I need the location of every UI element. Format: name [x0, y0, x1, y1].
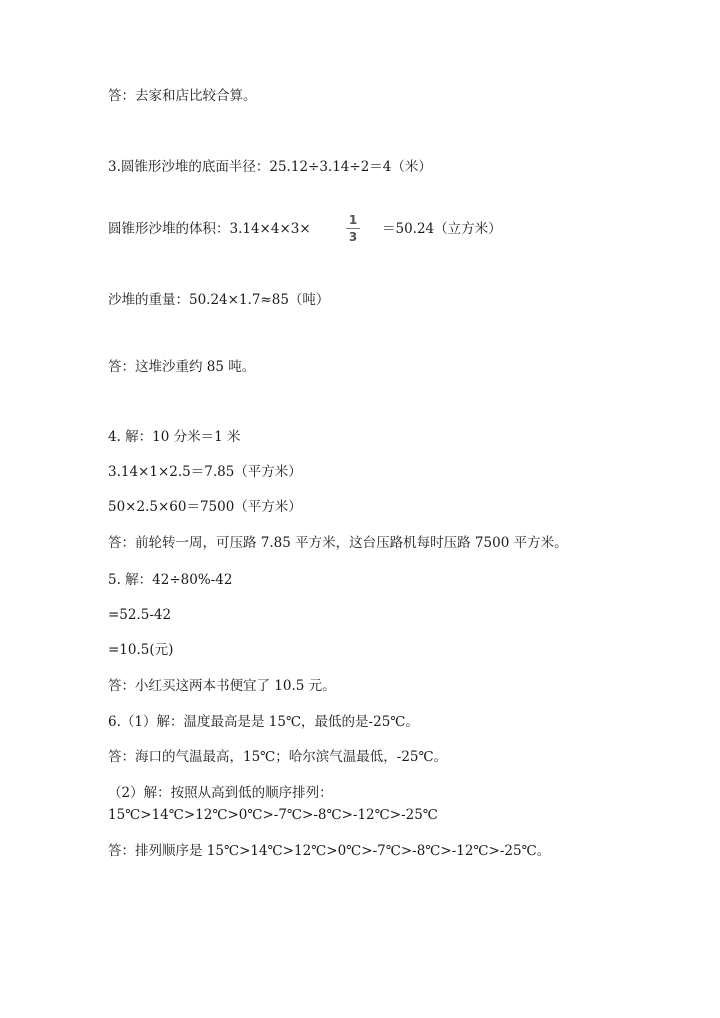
answer-line-1: 答：去家和店比较合算。: [108, 88, 257, 104]
q3-volume-result: ＝50.24（立方米）: [382, 221, 502, 237]
q6-part1-line: 6.（1）解：温度最高是是 15℃，最低的是-25℃。: [108, 714, 419, 730]
q5-result-line: =10.5(元): [108, 642, 174, 658]
q5-solution-line: 5. 解：42÷80%-42: [108, 572, 233, 588]
q3-answer-line: 答：这堆沙重约 85 吨。: [108, 359, 256, 375]
q6-part2-answer-line: 答：排列顺序是 15℃>14℃>12℃>0℃>-7℃>-8℃>-12℃>-25℃。: [108, 843, 551, 859]
q3-weight-line: 沙堆的重量：50.24×1.7≈85（吨）: [108, 292, 330, 308]
fraction-bar: [346, 228, 360, 229]
fraction-denominator: 3: [348, 230, 358, 244]
q5-answer-line: 答：小红买这两本书便宜了 10.5 元。: [108, 678, 336, 694]
q4-area-line: 3.14×1×2.5＝7.85（平方米）: [108, 464, 302, 480]
q6-part1-answer-line: 答：海口的气温最高，15℃；哈尔滨气温最低，-25℃。: [108, 749, 448, 765]
q5-step-line: =52.5-42: [108, 607, 172, 623]
q3-radius-line: 3.圆锥形沙堆的底面半径：25.12÷3.14÷2＝4（米）: [108, 159, 432, 175]
q3-volume-line: 圆锥形沙堆的体积：3.14×4×3×: [108, 221, 311, 237]
q4-solution-line: 4. 解：10 分米＝1 米: [108, 429, 241, 445]
q4-answer-line: 答：前轮转一周，可压路 7.85 平方米，这台压路机每时压路 7500 平方米。: [108, 535, 568, 551]
fraction-one-third: [342, 213, 364, 244]
q4-total-line: 50×2.5×60＝7500（平方米）: [108, 499, 302, 515]
q6-part2-line: （2）解：按照从高到低的顺序排列：15℃>14℃>12℃>0℃>-7℃>-8℃>-12℃>-25℃: [108, 785, 438, 823]
fraction-numerator: 1: [348, 213, 358, 227]
